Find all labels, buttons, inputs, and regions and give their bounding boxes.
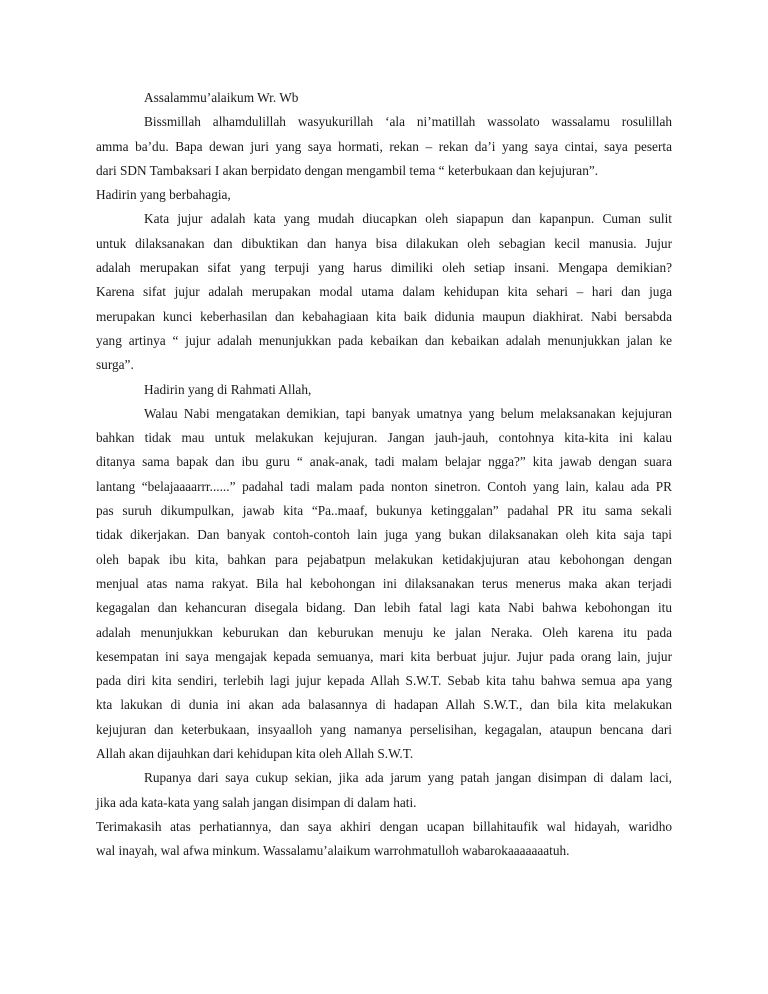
paragraph-line: kejujuran dan keterbukaan, insyaalloh yang namanya perselisihan, kegagalan, ataupun bencana dari	[96, 721, 672, 737]
paragraph-line: bahkan tidak mau untuk melakukan kejujuran. Jangan jauh-jauh, contohnya kita-kita ini kalau	[96, 430, 672, 446]
paragraph-line: kesempatan ini saya mengajak kepada semuanya, mari kita berbuat jujur. Jujur pada orang lain, jujur	[96, 648, 672, 664]
farewell-line: Terimakasih atas perhatiannya, dan saya akhiri dengan ucapan billahitaufik wal hidayah, waridho	[96, 818, 672, 834]
paragraph-line: menjual atas nama rakyat. Bila hal kebohongan ini dilaksanakan terus menerus maka akan terjadi	[96, 575, 672, 591]
paragraph-line: ditanya sama bapak dan ibu guru “ anak-anak, tadi malam belajar ngga?” kita jawab dengan suara	[96, 454, 672, 470]
paragraph-line: tidak dikerjakan. Dan banyak contoh-contoh lain juga yang bukan dilaksanakan oleh kita saja tapi	[96, 527, 672, 543]
paragraph-line: kta lakukan di dunia ini akan ada balasannya di hadapan Allah S.W.T., dan bila kita melakukan	[96, 697, 672, 713]
paragraph-line: yang artinya “ jujur adalah menunjukkan pada kebaikan dan kebaikan adalah menunjukkan jalan ke	[96, 332, 672, 348]
opening-line: Bissmillah alhamdulillah wasyukurillah ‘ala ni’matillah wassolato wassalamu rosulillah	[144, 114, 672, 130]
paragraph-line: Allah akan dijauhkan dari kehidupan kita oleh Allah S.W.T.	[96, 746, 414, 762]
address-line: Hadirin yang berbahagia,	[96, 187, 231, 203]
paragraph-line: adalah menunjukkan keburukan dan keburukan menuju ke jalan Neraka. Oleh karena itu pada	[96, 624, 672, 640]
paragraph-line: kegagalan dan kehancuran disegala bidang. Dan lebih fatal lagi kata Nabi bahwa kebohongan itu	[96, 600, 672, 616]
opening-line: amma ba’du. Bapa dewan juri yang saya hormati, rekan – rekan da’i yang saya cintai, saya peserta	[96, 138, 672, 154]
paragraph-line: merupakan kunci keberhasilan dan kebahagiaan kita baik didunia maupun diakhirat. Nabi bersabda	[96, 308, 672, 324]
paragraph-line: adalah merupakan sifat yang terpuji yang harus dimiliki oleh setiap insani. Mengapa demikian?	[96, 260, 672, 276]
paragraph-line: lantang “belajaaaarrr......” padahal tadi malam pada nonton sinetron. Contoh yang lain, kalau ada PR	[96, 478, 672, 494]
paragraph-line: oleh bapak ibu kita, bahkan para pejabatpun melakukan ketidakjujuran atau kebohongan dengan	[96, 551, 672, 567]
paragraph-line: pada diri kita sendiri, terlebih lagi jujur kepada Allah S.W.T. Sebab kita tahu bahwa semua apa yang	[96, 673, 672, 689]
farewell-line: wal inayah, wal afwa minkum. Wassalamu’alaikum warrohmatulloh wabarokaaaaaaatuh.	[96, 843, 570, 859]
closing-line: jika ada kata-kata yang salah jangan disimpan di dalam hati.	[96, 794, 417, 810]
paragraph-line: Walau Nabi mengatakan demikian, tapi banyak umatnya yang belum melaksanakan kejujuran	[144, 405, 672, 421]
closing-line: Rupanya dari saya cukup sekian, jika ada jarum yang patah jangan disimpan di dalam laci,	[144, 770, 672, 786]
paragraph-line: surga”.	[96, 357, 134, 373]
paragraph-line: Karena sifat jujur adalah merupakan modal utama dalam kehidupan kita sehari – hari dan juga	[96, 284, 672, 300]
greeting-line: Assalammu’alaikum Wr. Wb	[144, 90, 299, 105]
opening-line: dari SDN Tambaksari I akan berpidato dengan mengambil tema “ keterbukaan dan kejujuran”.	[96, 162, 599, 178]
paragraph-line: Kata jujur adalah kata yang mudah diucapkan oleh siapapun dan kapanpun. Cuman sulit	[144, 211, 672, 227]
paragraph-line: untuk dilaksanakan dan dibuktikan dan hanya bisa dilakukan oleh sebagian kecil manusia. Jujur	[96, 235, 672, 251]
paragraph-line: pas suruh dikumpulkan, jawab kita “Pa..maaf, bukunya ketinggalan” padahal PR itu sama sekali	[96, 503, 672, 519]
address-line: Hadirin yang di Rahmati Allah,	[144, 381, 312, 397]
